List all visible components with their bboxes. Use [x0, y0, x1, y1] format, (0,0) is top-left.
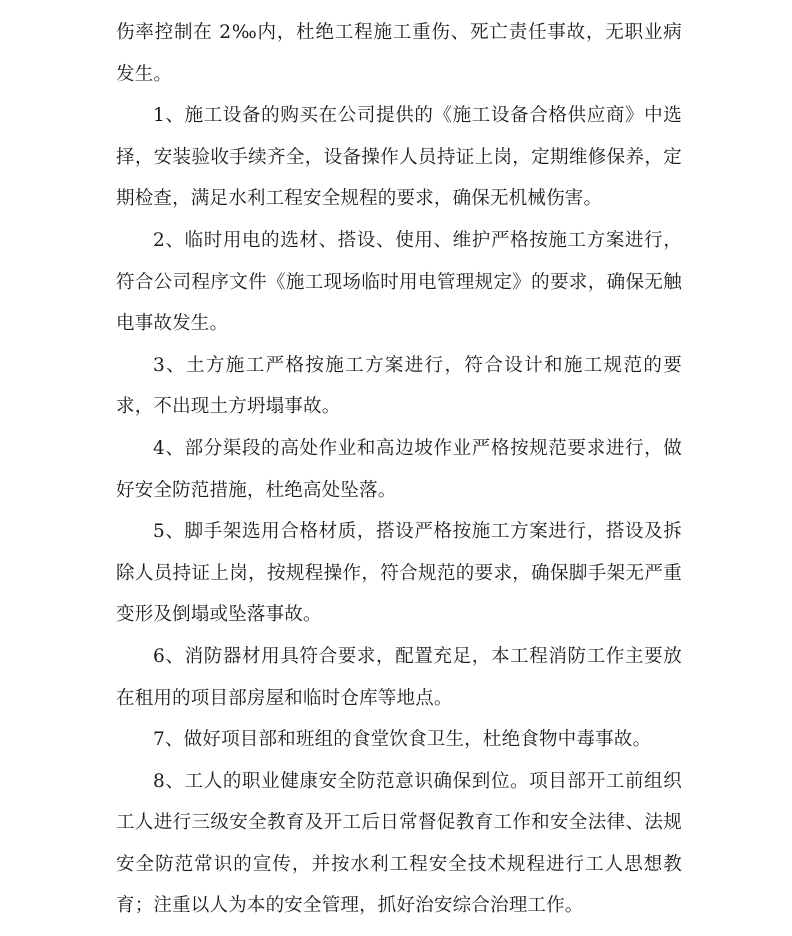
document-body — [116, 12, 682, 927]
paragraph-item-8: 8、工人的职业健康安全防范意识确保到位。项目部开工前组织工人进行三级安全教育及开工后日常督促教育工作和安全法律、法规安全防范常识的宣传，并按水利工程安全技术规程进行工人思想教育；注重以人为本的安全管理，抓好治安综合治理工作。 — [116, 770, 682, 917]
paragraph-item-1: 1、施工设备的购买在公司提供的《施工设备合格供应商》中选择，安装验收手续齐全，设备操作人员持证上岗，定期维修保养，定期检查，满足水利工程安全规程的要求，确保无机械伤害。 — [116, 105, 682, 210]
paragraph-continuation: 伤率控制在 2‰内，杜绝工程施工重伤、死亡责任事故，无职业病发生。 — [116, 22, 682, 85]
paragraph-item-5: 5、脚手架选用合格材质，搭设严格按施工方案进行，搭设及拆除人员持证上岗，按规程操作，符合规范的要求，确保脚手架无严重变形及倒塌或坠落事故。 — [116, 521, 682, 626]
paragraph-item-2: 2、临时用电的选材、搭设、使用、维护严格按施工方案进行，符合公司程序文件《施工现场临时用电管理规定》的要求，确保无触电事故发生。 — [116, 229, 682, 335]
paragraph-item-4: 4、部分渠段的高处作业和高边坡作业严格按规范要求进行，做好安全防范措施，杜绝高处坠落。 — [116, 437, 682, 501]
paragraph-item-7: 7、做好项目部和班组的食堂饮食卫生，杜绝食物中毒事故。 — [153, 729, 652, 751]
paragraph-item-6: 6、消防器材用具符合要求，配置充足，本工程消防工作主要放在租用的项目部房屋和临时仓库等地点。 — [116, 645, 682, 709]
paragraph-item-3: 3、土方施工严格按施工方案进行，符合设计和施工规范的要求，不出现土方坍塌事故。 — [116, 354, 682, 418]
